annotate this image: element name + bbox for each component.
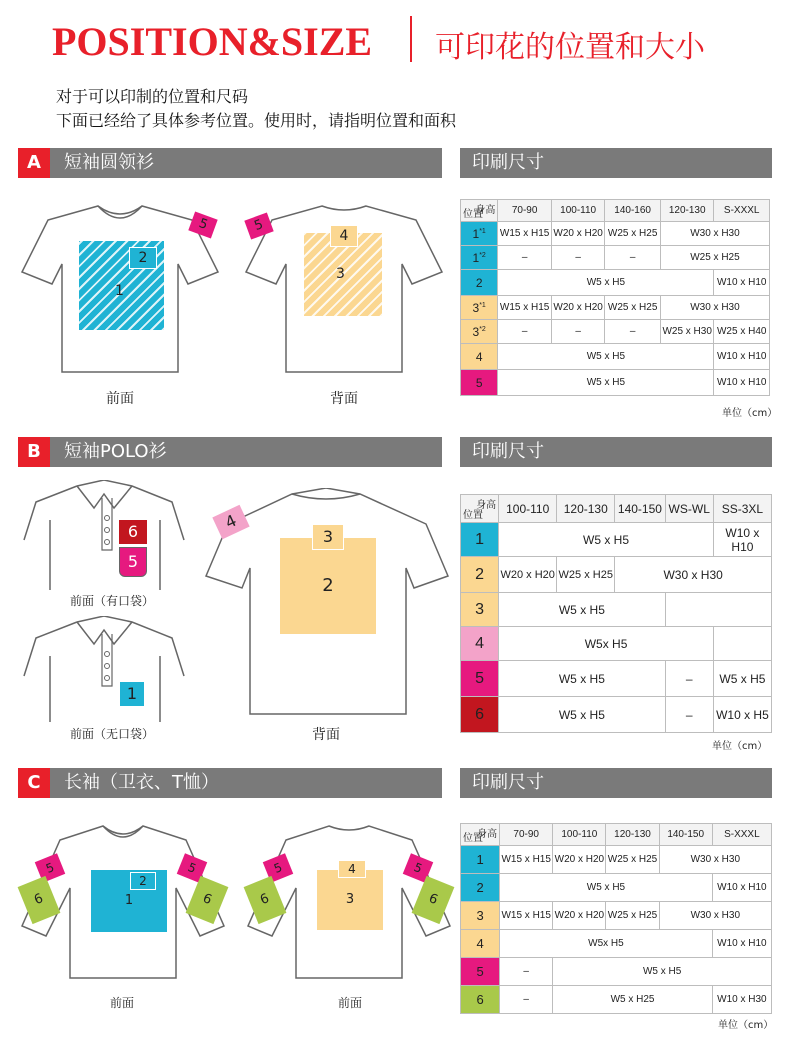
caption-front-c: 前面 (109, 996, 134, 1010)
pos-cell: 5 (461, 661, 499, 697)
pos-cell: 6 (461, 986, 500, 1014)
section-c-size-title: 印刷尺寸 (472, 772, 544, 793)
pos-cell: 4 (461, 344, 498, 370)
mark-2-c: 2 (130, 872, 156, 890)
pos-cell: 4 (461, 627, 499, 661)
mark-5-right-sleeve-back: 5 (403, 853, 433, 882)
mark-1: 1 (115, 283, 124, 299)
intro-line-2: 下面已经给了具体参考位置。使用时，请指明位置和面积 (56, 111, 457, 130)
pos-cell: 2 (461, 270, 498, 296)
mark-6-chest: 6 (119, 520, 147, 544)
table-corner: 身高 位置 (461, 200, 498, 222)
table-row: 4 W5x H5 (461, 627, 772, 661)
pos-cell: 2 (461, 557, 499, 593)
col-header: 140-160 (605, 200, 661, 222)
mark-5-sleeve: 5 (188, 211, 217, 238)
col-header: 120-130 (606, 824, 659, 846)
section-a-title: 短袖圆领衫 (64, 152, 154, 173)
mark-4: 4 (330, 225, 358, 247)
pos-cell: 3 (461, 902, 500, 930)
pos-cell: 5 (461, 958, 500, 986)
pos-cell: 5 (461, 370, 498, 396)
mark-3: 3 (336, 266, 345, 282)
table-row: 5 – W5 x H5 (461, 958, 772, 986)
caption-front-pocket: 前面（有口袋） (69, 594, 154, 608)
col-header: 100-110 (553, 824, 606, 846)
caption-front: 前面 (106, 391, 134, 407)
col-header: 100-110 (551, 200, 605, 222)
mark-3-back: 3 (312, 524, 344, 550)
col-header: S-XXXL (712, 824, 771, 846)
section-c-letter: C (18, 768, 50, 798)
mark-6-right-sleeve: 6 (186, 876, 229, 924)
pos-cell: 4 (461, 930, 500, 958)
caption-back: 背面 (330, 391, 358, 407)
polo-front-nopocket-illustration (22, 616, 187, 722)
pos-cell: 6 (461, 697, 499, 733)
mark-5-left-sleeve-back: 5 (263, 853, 293, 882)
table-row: 5 W5 x H5 – W5 x H5 (461, 661, 772, 697)
unit-label-b: 单位（cm） (712, 741, 768, 752)
pos-cell: 1 (461, 846, 500, 874)
col-header: 140-150 (615, 495, 665, 523)
page-title-en: POSITION&SIZE (52, 19, 373, 64)
table-row: 4 W5x H5 W10 x H10 (461, 930, 772, 958)
mark-6-left-sleeve-back: 6 (244, 876, 287, 924)
table-row: 6 W5 x H5 – W10 x H5 (461, 697, 772, 733)
col-header: S-XXXL (714, 200, 770, 222)
table-row: 2 W5 x H5 W10 x H10 (461, 270, 770, 296)
print-area-1-front-c: 1 (91, 870, 167, 932)
mark-1-chest: 1 (120, 682, 144, 706)
table-row: 1 W5 x H5 W10 x H10 (461, 523, 772, 557)
section-b-letter: B (18, 437, 50, 467)
mark-6-left-sleeve: 6 (18, 876, 61, 924)
size-table-a (460, 199, 770, 396)
pos-cell: 1$^{*1}$ (461, 222, 498, 246)
col-header: 70-90 (500, 824, 553, 846)
table-row: 2 W5 x H5 W10 x H10 (461, 874, 772, 902)
section-b-title: 短袖POLO衫 (64, 441, 167, 462)
unit-label-c: 单位（cm） (718, 1020, 774, 1031)
mark-4-sleeve: 4 (212, 505, 249, 539)
table-row: 2 W20 x H20 W25 x H25 W30 x H30 (461, 557, 772, 593)
table-row: 1 W15 x H15 W20 x H20 W25 x H25 W30 x H30 (461, 846, 772, 874)
title-divider (410, 16, 412, 62)
col-header: SS-3XL (713, 495, 771, 523)
table-row: 3 W5 x H5 (461, 593, 772, 627)
col-header: 120-130 (660, 200, 714, 222)
section-a-size-title: 印刷尺寸 (472, 152, 544, 173)
table-row: 3$^{*2}$ – – – W25 x H30 W25 x H40 (461, 320, 770, 344)
pos-cell: 1$^{*2}$ (461, 246, 498, 270)
mark-6-right-sleeve-back: 6 (412, 876, 455, 924)
section-b-size-title: 印刷尺寸 (472, 441, 544, 462)
size-table-b (460, 494, 772, 733)
section-a-letter: A (18, 148, 50, 178)
col-header: WS-WL (665, 495, 713, 523)
table-corner: 身高 位置 (461, 495, 499, 523)
pos-cell: 3 (461, 593, 499, 627)
pos-cell: 3$^{*2}$ (461, 320, 498, 344)
col-header: 70-90 (498, 200, 552, 222)
section-c-title: 长袖（卫衣、T恤） (64, 772, 219, 793)
polo-front-pocket-illustration (22, 480, 187, 590)
table-row: 5 W5 x H5 W10 x H10 (461, 370, 770, 396)
table-row: 4 W5 x H5 W10 x H10 (461, 344, 770, 370)
mark-2: 2 (129, 247, 157, 269)
table-row: 1$^{*2}$ – – – W25 x H25 (461, 246, 770, 270)
page-title-cn: 可印花的位置和大小 (435, 30, 705, 65)
caption-back-c: 前面 (337, 996, 362, 1010)
pos-cell: 3$^{*1}$ (461, 296, 498, 320)
print-area-2-back: 2 (280, 538, 376, 634)
mark-5-pocket: 5 (119, 547, 147, 577)
unit-label-a: 单位（cm） (722, 408, 778, 419)
caption-front-nopocket: 前面（无口袋） (69, 727, 154, 741)
mark-4-c: 4 (338, 860, 366, 878)
pos-cell: 1 (461, 523, 499, 557)
mark-5-left-sleeve: 5 (35, 853, 65, 882)
table-row: 3$^{*1}$ W15 x H15 W20 x H20 W25 x H25 W30 x H30 (461, 296, 770, 320)
table-corner: 身高 位置 (461, 824, 500, 846)
pos-cell: 2 (461, 874, 500, 902)
mark-5-right-sleeve: 5 (177, 853, 207, 882)
caption-back-polo: 背面 (312, 727, 340, 743)
intro-line-1: 对于可以印制的位置和尺码 (56, 87, 249, 106)
table-row: 1$^{*1}$ W15 x H15 W20 x H20 W25 x H25 W30 x H30 (461, 222, 770, 246)
table-row: 3 W15 x H15 W20 x H20 W25 x H25 W30 x H30 (461, 902, 772, 930)
mark-5-sleeve-back: 5 (244, 212, 273, 239)
print-area-3-back-c: 3 (317, 870, 383, 930)
col-header: 140-150 (659, 824, 712, 846)
col-header: 120-130 (557, 495, 615, 523)
col-header: 100-110 (499, 495, 557, 523)
size-table-c (460, 823, 772, 1014)
table-row: 6 – W5 x H25 W10 x H30 (461, 986, 772, 1014)
